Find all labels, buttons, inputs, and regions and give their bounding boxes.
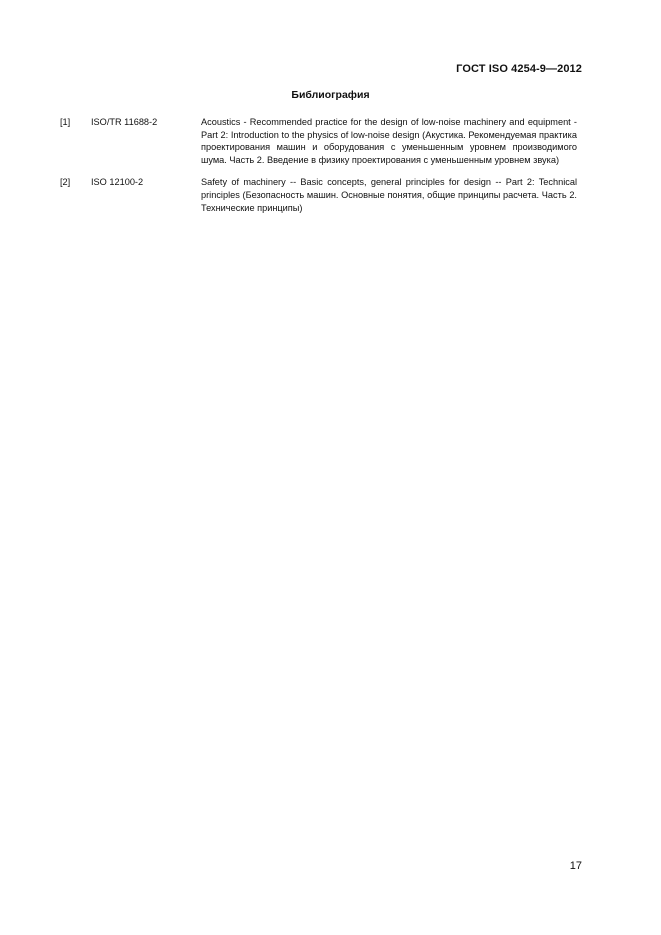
entry-description: Safety of machinery -- Basic concepts, general principles for design -- Part 2: Technical principles (Безопасность машин. Основные понятия, общие принципы расчета. Часть 2. Технические принципы) bbox=[201, 177, 577, 213]
entry-number: [2] bbox=[60, 177, 71, 188]
entry-standard-code: ISO/TR 11688-2 bbox=[91, 117, 158, 127]
bibliography-list bbox=[60, 116, 577, 224]
bibliography-entry bbox=[60, 116, 577, 166]
bibliography-entry bbox=[60, 176, 577, 214]
document-code: ГОСТ ISO 4254-9—2012 bbox=[456, 63, 582, 75]
page-number: 17 bbox=[569, 860, 582, 872]
entry-number: [1] bbox=[60, 117, 71, 127]
bibliography-title: Библиография bbox=[291, 89, 370, 101]
entry-standard-code: ISO 12100-2 bbox=[91, 177, 144, 188]
entry-description: Acoustics - Recommended practice for the design of low-noise machinery and equipment - Part 2: Introduction to the physics of low-noise design (Акустика. Рекомендуемая практика проектирования машин и оборудования с уменьшенным уровнем производимого шума. Часть 2. Введение в физику проектирования с уменьшенным уровнем звука) bbox=[201, 117, 577, 165]
